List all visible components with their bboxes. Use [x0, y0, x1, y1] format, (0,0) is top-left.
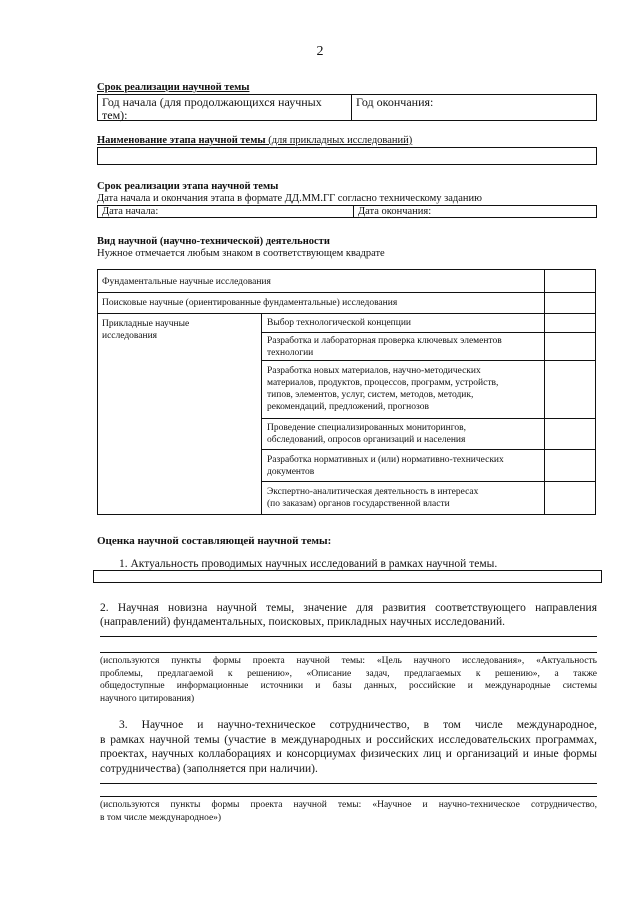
eval-item-3: 3. Научное и научно-техническое сотрудничество, в том числе международное, в рамках научной темы (участие в международных и российских исследовательских программах, проектах, научных коллаборациях и консорциумах физических лиц и организаций и иные формы сотрудничества) (заполняется при наличии).	[100, 719, 597, 775]
term-table	[97, 94, 597, 121]
checkbox-applied-5[interactable]	[545, 450, 595, 481]
row-exploratory: Поисковые научные (ориентированные фундаментальные) исследования	[102, 298, 398, 308]
section-title-evaluation: Оценка научной составляющей научной темы:	[97, 535, 332, 547]
section-title-stage-term: Срок реализации этапа научной темы	[97, 181, 279, 192]
checkbox-applied-4[interactable]	[545, 419, 595, 449]
applied-item-1: Выбор технологической концепции	[267, 318, 411, 328]
eval-item-3-note: (используются пункты формы проекта научной темы: «Научное и научно-техническое сотрудничество, в том числе международное»)	[100, 800, 597, 823]
applied-item-3: Разработка новых материалов, научно-методических материалов, продуктов, процессов, программ, устройств, типов, элементов, услуг, систем, методов, методик, рекомендаций, предложений, прогнозов	[267, 366, 499, 412]
eval-item-2-line-b[interactable]	[100, 652, 597, 653]
checkbox-applied-2[interactable]	[545, 333, 595, 360]
applied-item-6: Экспертно-аналитическая деятельность в интересах (по заказам) органов государственной власти	[267, 487, 479, 509]
checkbox-applied-3[interactable]	[545, 361, 595, 418]
eval-item-1: 1. Актуальность проводимых научных исследований в рамках научной темы.	[119, 558, 498, 570]
stage-end-label: Дата окончания:	[358, 206, 432, 217]
stage-name-note: (для прикладных исследований)	[265, 135, 413, 146]
stage-term-note: Дата начала и окончания этапа в формате ДД.ММ.ГГ согласно техническому заданию	[97, 193, 482, 204]
section-title-activity: Вид научной (научно-технической) деятельности	[97, 236, 330, 247]
checkbox-fundamental[interactable]	[545, 270, 595, 292]
stage-name-bold: Наименование этапа научной темы	[97, 135, 266, 146]
eval-item-1-field[interactable]	[93, 570, 602, 583]
stage-start-label: Дата начала:	[102, 206, 159, 217]
eval-item-2-line2: (направлений) фундаментальных, поисковых, прикладных научных исследований.	[100, 616, 506, 628]
start-year-label-line1: Год начала (для продолжающихся научных	[102, 95, 322, 109]
applied-item-5: Разработка нормативных и (или) нормативно-технических документов	[267, 455, 504, 477]
checkbox-exploratory[interactable]	[545, 293, 595, 313]
eval-item-2-note: (используются пункты формы проекта научной темы: «Цель научного исследования», «Актуальность проблемы, предлагаемой к решению», «Описание задач, предлагаемых к решению», а также общедоступные информационные источники и базы данных, российские и международные системы научного цитирования)	[100, 656, 597, 704]
eval-item-3-line-a[interactable]	[100, 783, 597, 784]
end-year-label: Год окончания:	[356, 95, 434, 109]
row-applied-label	[102, 318, 189, 342]
applied-item-2: Разработка и лабораторная проверка ключевых элементов технологии	[267, 336, 502, 358]
eval-item-3-line-b[interactable]	[100, 796, 597, 797]
eval-item-2-line1: 2. Научная новизна научной темы, значение для развития соответствующего направления	[100, 602, 597, 614]
applied-label-line1: Прикладные научные	[102, 319, 190, 329]
start-year-label-line2: тем):	[102, 107, 128, 122]
section-title-term: Срок реализации научной темы	[97, 82, 250, 93]
activity-table	[97, 269, 596, 515]
stage-term-table	[97, 205, 597, 218]
applied-item-4: Проведение специализированных мониторингов, обследований, опросов организаций и населения	[267, 423, 466, 445]
checkbox-applied-6[interactable]	[545, 482, 595, 514]
checkbox-applied-1[interactable]	[545, 314, 595, 332]
page-number: 2	[316, 44, 324, 59]
section-title-stage-name	[97, 135, 412, 146]
applied-label-line2: исследования	[102, 331, 158, 341]
stage-name-field[interactable]	[97, 147, 597, 165]
row-fundamental: Фундаментальные научные исследования	[102, 277, 271, 287]
eval-item-2-line-a[interactable]	[100, 636, 597, 637]
activity-note: Нужное отмечается любым знаком в соответствующем квадрате	[97, 248, 385, 259]
